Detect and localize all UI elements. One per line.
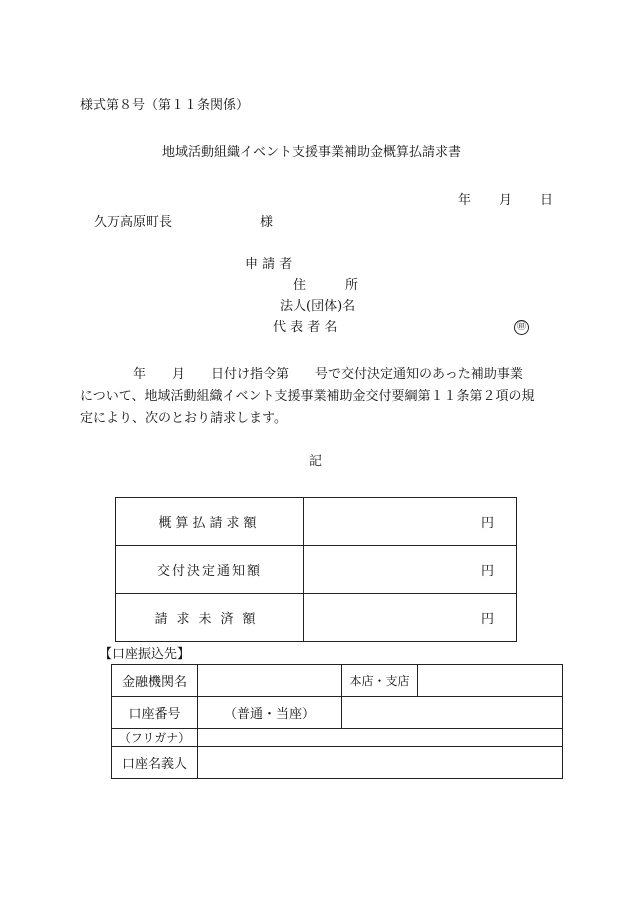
bank-row bbox=[112, 697, 563, 729]
ki-heading: 記 bbox=[309, 454, 323, 469]
bank-row bbox=[112, 665, 563, 697]
document-title: 地域活動組織イベント支援事業補助金概算払請求書 bbox=[162, 145, 462, 160]
amount-unit: 円 bbox=[304, 498, 517, 546]
institution-value bbox=[198, 665, 342, 697]
account-number-label: 口座番号 bbox=[112, 697, 198, 729]
amount-label: 請求未済額 bbox=[116, 594, 304, 642]
representative-label: 代 表 者 名 bbox=[273, 320, 338, 335]
amount-label: 交付決定通知額 bbox=[116, 546, 304, 594]
seal-mark: ㊞ bbox=[514, 320, 529, 335]
applicant-heading: 申 請 者 bbox=[245, 257, 293, 272]
date-day: 日 bbox=[540, 193, 554, 208]
body-line-3: 定により、次のとおり請求します。 bbox=[80, 411, 287, 426]
furigana-label: （フリガナ） bbox=[112, 729, 198, 747]
holder-value bbox=[198, 747, 563, 779]
amount-unit: 円 bbox=[304, 594, 517, 642]
bank-row bbox=[112, 729, 563, 747]
addressee-honorific: 様 bbox=[260, 215, 274, 230]
amount-row bbox=[116, 546, 517, 594]
account-number-value bbox=[342, 697, 563, 729]
bank-heading: 【口座振込先】 bbox=[99, 647, 191, 662]
branch-label: 本店・支店 bbox=[342, 665, 418, 697]
date-month: 月 bbox=[499, 193, 513, 208]
address-label: 住 所 bbox=[293, 278, 359, 293]
date-year: 年 bbox=[458, 193, 472, 208]
furigana-value bbox=[198, 729, 563, 747]
holder-label: 口座名義人 bbox=[112, 747, 198, 779]
institution-label: 金融機関名 bbox=[112, 665, 198, 697]
request-body bbox=[80, 364, 550, 430]
amount-unit: 円 bbox=[304, 546, 517, 594]
account-type: （普通・当座） bbox=[198, 697, 342, 729]
amount-row bbox=[116, 594, 517, 642]
amount-row bbox=[116, 498, 517, 546]
body-line-2: について、地域活動組織イベント支援事業補助金交付要綱第１１条第２項の規 bbox=[80, 389, 535, 404]
amount-label: 概算払請求額 bbox=[116, 498, 304, 546]
addressee-name: 久万高原町長 bbox=[94, 215, 173, 230]
form-number: 様式第８号（第１１条関係） bbox=[80, 98, 250, 113]
amount-table bbox=[115, 497, 517, 642]
org-name-label: 法人(団体)名 bbox=[280, 299, 356, 314]
branch-value bbox=[418, 665, 563, 697]
bank-row bbox=[112, 747, 563, 779]
body-line-1: 年 月 日付け指令第 号で交付決定通知のあった補助事業 bbox=[120, 367, 523, 382]
bank-table bbox=[111, 664, 563, 779]
